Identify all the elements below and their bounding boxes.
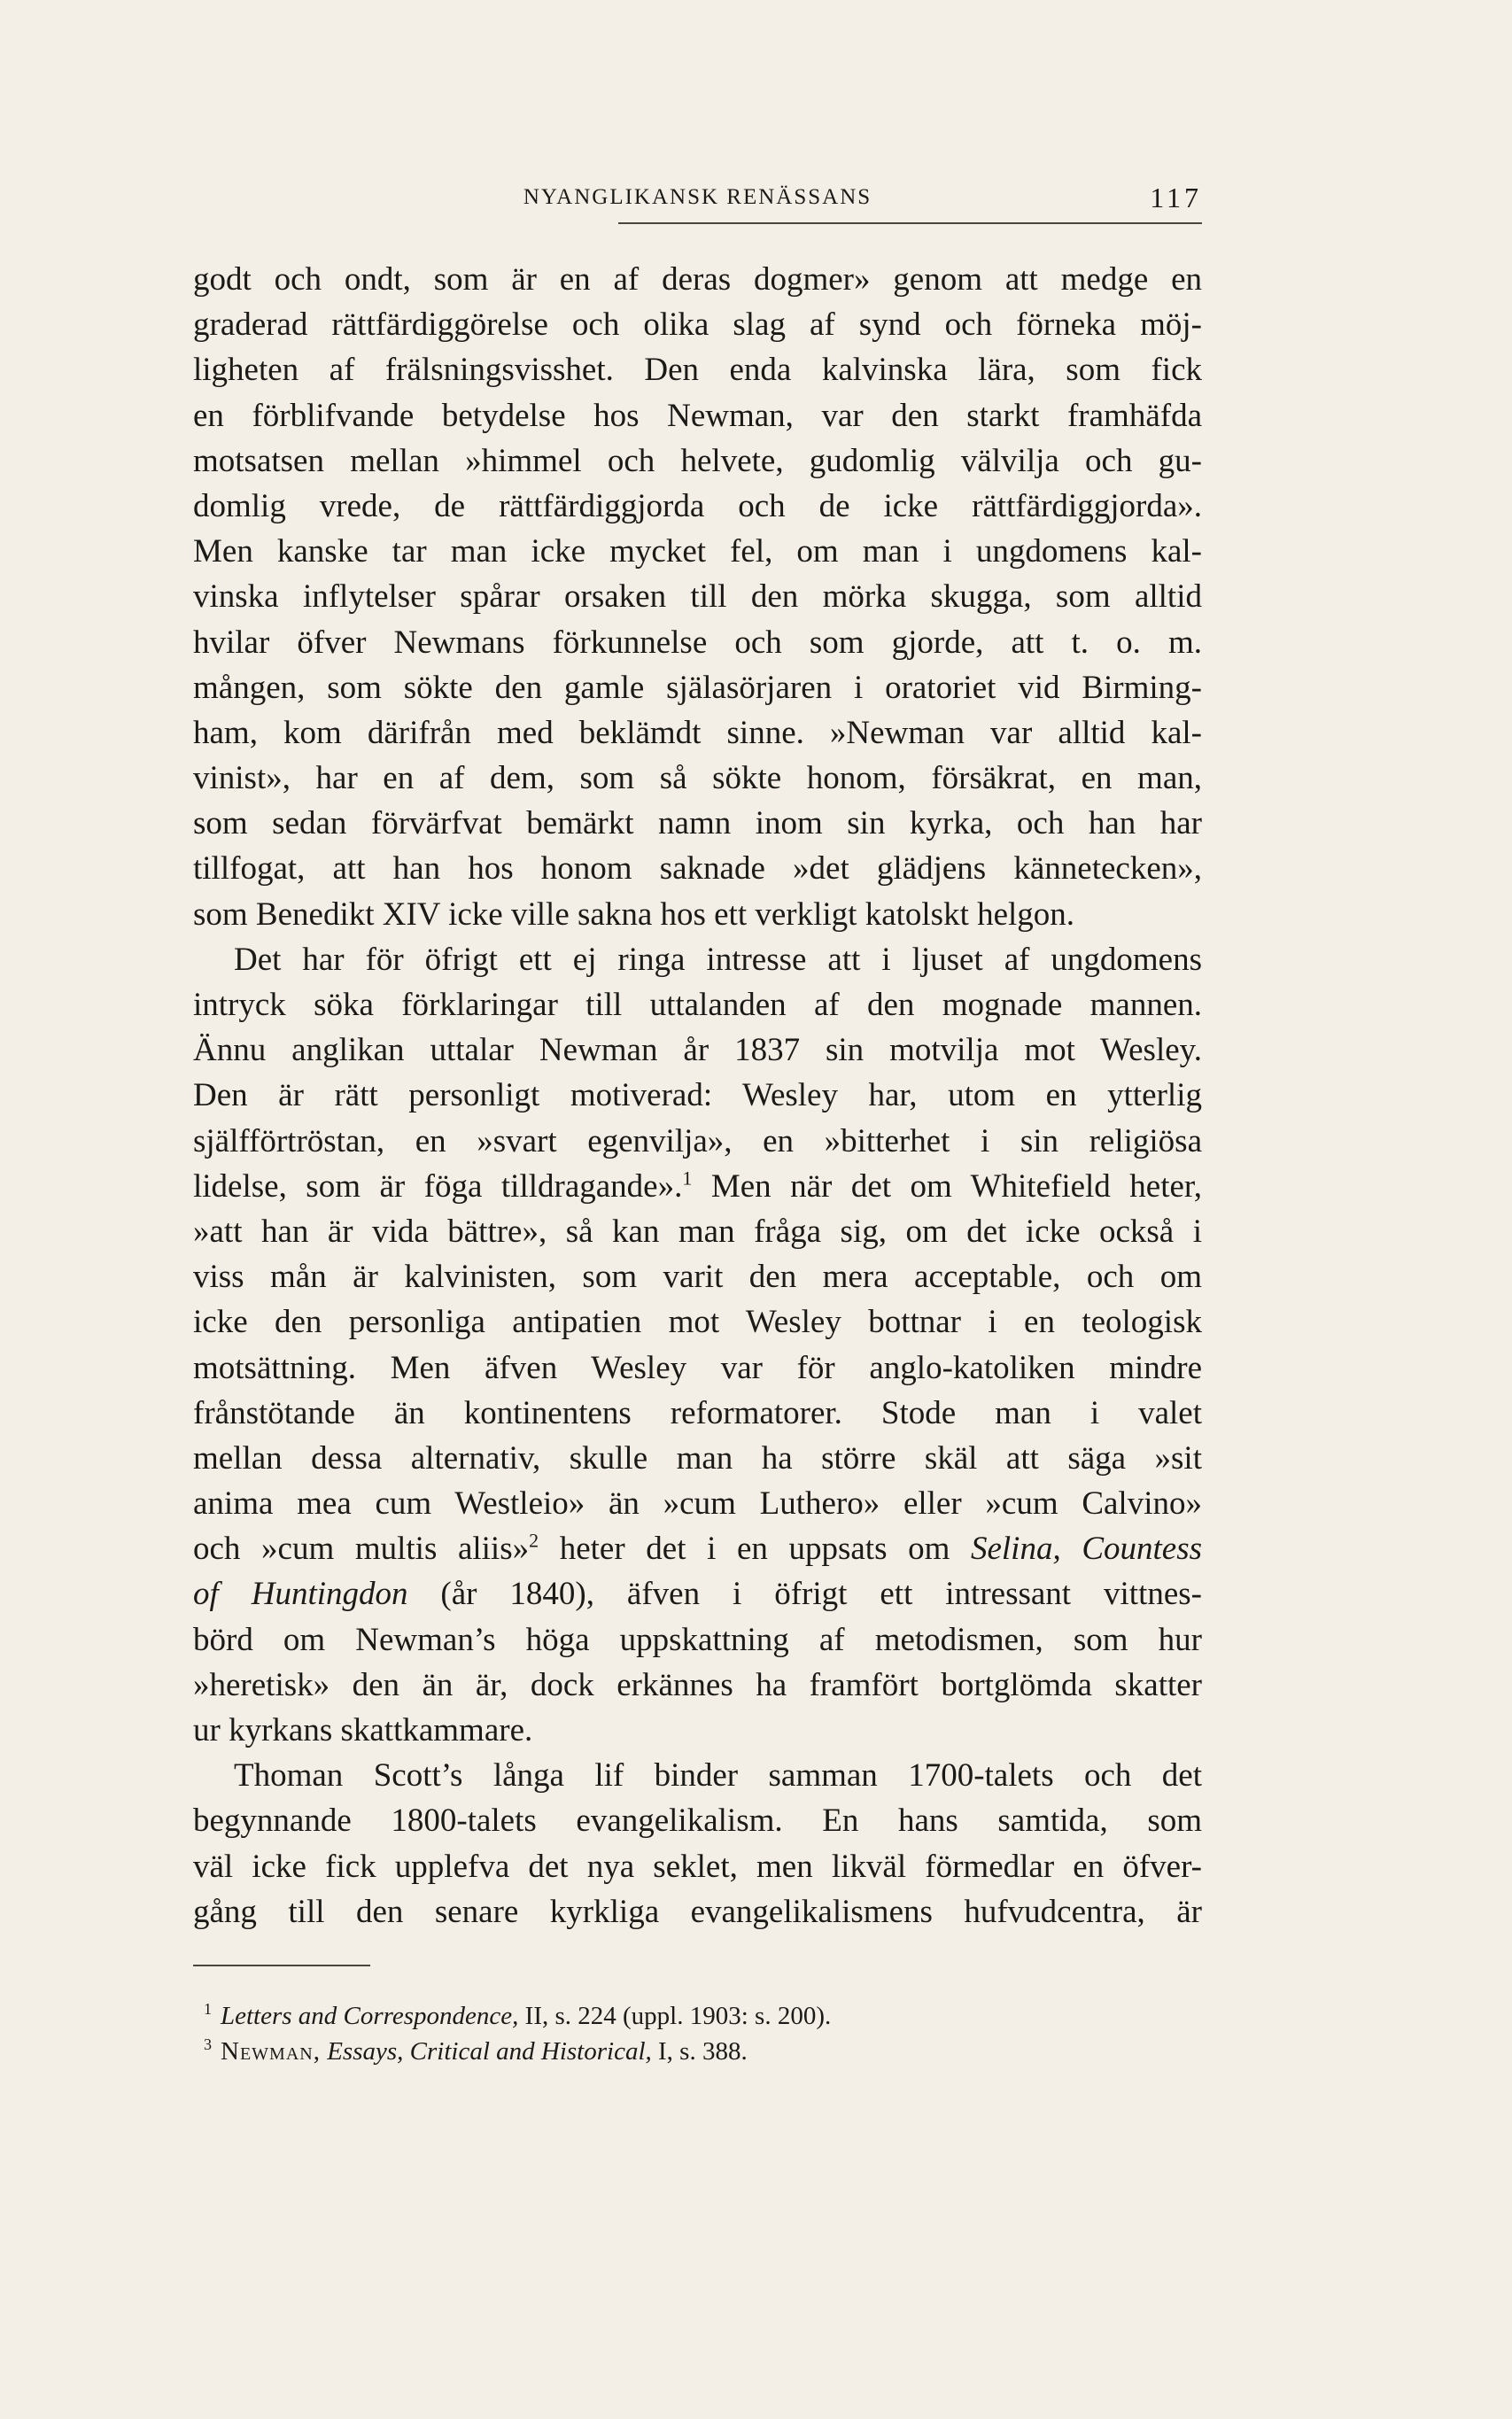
- footnote-author: Newman,: [221, 2037, 321, 2066]
- text-line: Ännu anglikan uttalar Newman år 1837 sin motvilja mot Wesley.: [193, 1032, 1202, 1069]
- text-line: [193, 1164, 1202, 1209]
- text-line: Den är rätt personligt motiverad: Wesley har, utom en ytterlig: [193, 1077, 1202, 1114]
- text-line: ligheten af frälsningsvisshet. Den enda kalvinska lära, som fick: [193, 352, 1202, 389]
- footnote-text: II, s. 224 (uppl. 1903: s. 200).: [518, 2002, 832, 2030]
- text-segment: Men när det om Whitefield heter,: [692, 1167, 1202, 1205]
- footnote-title: Letters and Correspondence,: [221, 2002, 519, 2030]
- footnote-title: Essays, Critical and Historical,: [327, 2037, 652, 2066]
- text-line: mellan dessa alternativ, skulle man ha större skäl att säga »sit: [193, 1439, 1202, 1477]
- text-line: väl icke fick upplefva det nya seklet, men likväl förmedlar en öfver-: [193, 1848, 1202, 1885]
- text-line: hvilar öfver Newmans förkunnelse och som gjorde, att t. o. m.: [193, 624, 1202, 661]
- text-line: som sedan förvärfvat bemärkt namn inom sin kyrka, och han har: [193, 805, 1202, 842]
- text-line: som Benedikt XIV icke ville sakna hos ett verkligt katolskt helgon.: [193, 895, 1075, 933]
- text-line: motsättning. Men äfven Wesley var för anglo-katoliken mindre: [193, 1349, 1202, 1386]
- text-line: [193, 1526, 1202, 1571]
- text-line: viss mån är kalvinisten, som varit den mera acceptable, och om: [193, 1259, 1202, 1296]
- footnote-ref: 2: [529, 1529, 539, 1552]
- text-line: »heretisk» den än är, dock erkännes ha framfört bortglömda skatter: [193, 1666, 1202, 1703]
- text-line: graderad rättfärdiggörelse och olika slag af synd och förneka möj-: [193, 306, 1202, 344]
- footnote-text: I, s. 388.: [651, 2037, 748, 2066]
- page-header: [193, 182, 1202, 217]
- text-line: »att han är vida bättre», så kan man fråga sig, om det icke också i: [193, 1213, 1202, 1250]
- text-line: motsatsen mellan »himmel och helvete, gudomlig välvilja och gu-: [193, 442, 1202, 479]
- text-line: en förblifvande betydelse hos Newman, var den starkt framhäfda: [193, 397, 1202, 434]
- text-line: vinska inflytelser spårar orsaken till den mörka skugga, som alltid: [193, 578, 1202, 616]
- text-line: anima mea cum Westleio» än »cum Luthero» eller »cum Calvino»: [193, 1485, 1202, 1523]
- text-segment: (år 1840), äfven i öfrigt ett intressant vittnes-: [407, 1576, 1202, 1613]
- text-line: vinist», har en af dem, som så sökte honom, försäkrat, en man,: [193, 760, 1202, 797]
- text-line: intryck söka förklaringar till uttalanden af den mognade mannen.: [193, 987, 1202, 1023]
- text-line: begynnande 1800-talets evangelikalism. En hans samtida, som: [193, 1803, 1202, 1840]
- text-line: mången, som sökte den gamle själasörjaren i oratoriet vid Birming-: [193, 669, 1202, 706]
- text-line: själfförtröstan, en »svart egenvilja», en »bitterhet i sin religiösa: [193, 1122, 1202, 1159]
- running-head: NYANGLIKANSK RENÄSSANS: [523, 185, 872, 209]
- work-title: Selina, Countess: [970, 1531, 1202, 1568]
- text-line: tillfogat, att han hos honom saknade »det glädjens kännetecken»,: [193, 850, 1202, 888]
- text-line: [193, 1571, 1202, 1617]
- text-line: icke den personliga antipatien mot Wesley bottnar i en teologisk: [193, 1304, 1202, 1341]
- footnotes: [204, 1998, 1196, 2069]
- text-line: börd om Newman’s höga uppskattning af metodismen, som hur: [193, 1621, 1202, 1658]
- text-segment: lidelse, som är föga tilldragande».: [193, 1167, 683, 1205]
- text-line: domlig vrede, de rättfärdiggjorda och de icke rättfärdiggjorda».: [193, 487, 1202, 524]
- text-line: godt och ondt, som är en af deras dogmer» genom att medge en: [193, 261, 1202, 298]
- footnote-number: 3: [204, 2035, 212, 2054]
- text-line: frånstötande än kontinentens reformatorer. Stode man i valet: [193, 1394, 1202, 1431]
- work-title: of: [193, 1576, 219, 1613]
- text-segment: och »cum multis aliis»: [193, 1531, 530, 1568]
- text-line: ham, kom därifrån med beklämdt sinne. »Newman var alltid kal-: [193, 714, 1202, 751]
- footnote-ref: 1: [682, 1167, 693, 1190]
- footnote: [204, 2034, 1196, 2069]
- page-number: 117: [1150, 182, 1202, 213]
- text-line: Det har för öfrigt ett ej ringa intresse att i ljuset af ungdomens: [234, 941, 1202, 978]
- footnote-number: 1: [204, 2000, 212, 2019]
- text-segment: heter det i en uppsats om: [539, 1531, 971, 1568]
- body-text: [193, 257, 1202, 1934]
- footnote-rule: [193, 1965, 370, 1966]
- text-line: Thoman Scott’s långa lif binder samman 1700-talets och det: [234, 1757, 1202, 1795]
- work-title: Huntingdon: [251, 1576, 408, 1613]
- footnote: [204, 1998, 1196, 2034]
- text-line: Men kanske tar man icke mycket fel, om man i ungdomens kal-: [193, 533, 1202, 570]
- header-rule: [618, 222, 1202, 224]
- text-line: gång till den senare kyrkliga evangelikalismens hufvudcentra, är: [193, 1893, 1202, 1930]
- text-line: ur kyrkans skattkammare.: [193, 1712, 533, 1748]
